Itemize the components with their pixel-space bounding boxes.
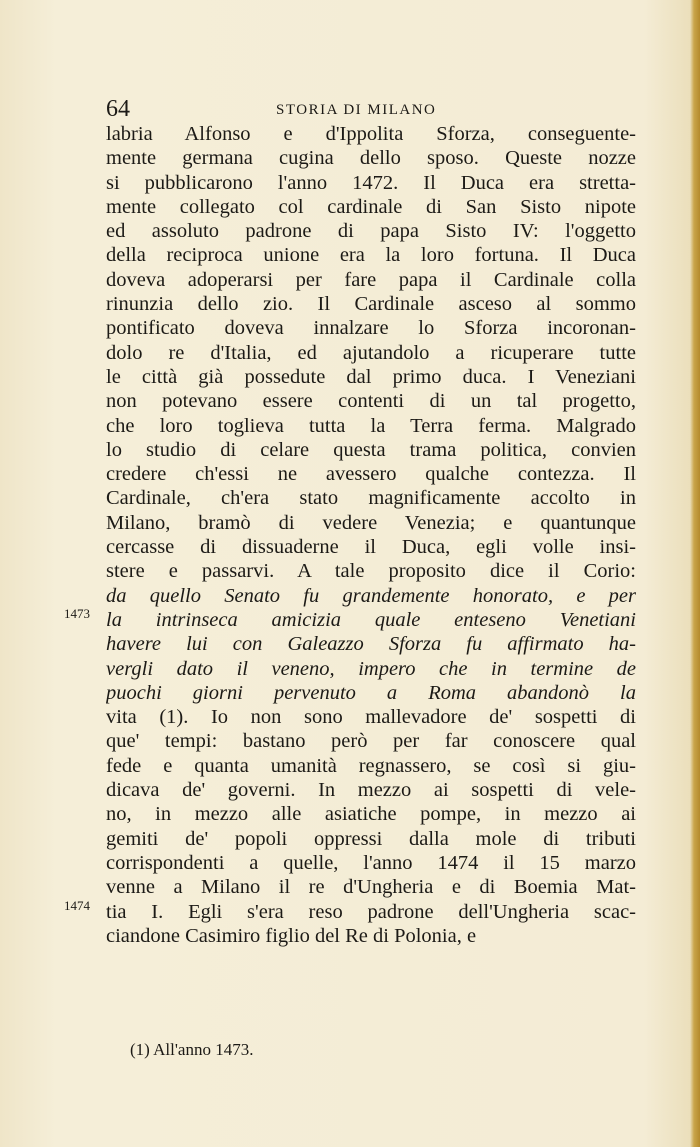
text-line: cercasse di dissuaderne il Duca, egli volle insi- <box>106 536 636 559</box>
footnote: (1) All'anno 1473. <box>130 1040 254 1059</box>
margin-year-1474: 1474 <box>64 898 90 913</box>
text-line: mente germana cugina dello sposo. Queste nozze <box>106 147 636 170</box>
corio-quote: la intrinseca amicizia quale enteseno Venetiani <box>106 608 636 631</box>
text-line: tia I. Egli s'era reso padrone dell'Ungheria scac- <box>106 900 636 923</box>
text-line: corrispondenti a quelle, l'anno 1474 il 15 marzo <box>106 851 636 874</box>
margin-year-1473: 1473 <box>64 606 90 621</box>
page-number: 64 <box>106 96 130 122</box>
text-line: vita (1). Io non sono mallevadore de' sospetti di <box>106 706 636 729</box>
corio-quote: puochi giorni pervenuto a Roma abandonò la <box>106 681 636 704</box>
text-line-italic <box>106 632 636 656</box>
text-line: fede e quanta umanità regnassero, se così si giu- <box>106 754 636 777</box>
text-line: no, in mezzo alle asiatiche pompe, in mezzo ai <box>106 803 636 826</box>
text-line: si pubblicarono l'anno 1472. Il Duca era stretta- <box>106 171 636 194</box>
text-line: credere ch'essi ne avessero qualche contezza. Il <box>106 463 636 486</box>
text-line: que' tempi: bastano però per far conoscere qual <box>106 730 636 753</box>
corio-quote: havere lui con Galeazzo Sforza fu affirmato ha- <box>106 633 636 656</box>
text-line: Milano, bramò di vedere Venezia; e quantunque <box>106 511 636 534</box>
text-line: stere e passarvi. A tale proposito dice il Corio: <box>106 560 636 583</box>
page-edge <box>690 0 700 1147</box>
running-head: STORIA DI MILANO <box>276 102 437 118</box>
text-line-italic <box>106 681 636 705</box>
text-line-italic <box>106 584 636 608</box>
body-text <box>106 122 636 948</box>
text-line: dicava de' governi. In mezzo ai sospetti di vele- <box>106 779 636 802</box>
text-line: della reciproca unione era la loro fortuna. Il Duca <box>106 244 636 267</box>
text-line: ed assoluto padrone di papa Sisto IV: l'oggetto <box>106 220 636 243</box>
text-line: ciandone Casimiro figlio del Re di Polonia, e <box>106 924 477 947</box>
corio-quote: vergli dato il veneno, impero che in termine de <box>106 657 636 680</box>
text-line: Cardinale, ch'era stato magnificamente accolto in <box>106 487 636 510</box>
text-line: rinunzia dello zio. Il Cardinale asceso al sommo <box>106 293 636 316</box>
text-line: lo studio di celare questa trama politica, convien <box>106 438 636 461</box>
text-line: doveva adoperarsi per fare papa il Cardinale colla <box>106 268 636 291</box>
text-line: labria Alfonso e d'Ippolita Sforza, conseguente- <box>106 123 636 145</box>
text-line: dolo re d'Italia, ed ajutandolo a ricuperare tutte <box>106 341 636 364</box>
text-line: pontificato doveva innalzare lo Sforza incoronan- <box>106 317 636 340</box>
corio-quote: da quello Senato fu grandemente honorato, e per <box>106 584 636 607</box>
text-line: che loro toglieva tutta la Terra ferma. Malgrado <box>106 414 636 437</box>
text-line: non potevano essere contenti di un tal progetto, <box>106 390 636 413</box>
text-line: venne a Milano il re d'Ungheria e di Boemia Mat- <box>106 876 636 899</box>
text-line-italic <box>106 657 636 681</box>
text-line: le città già possedute dal primo duca. I Veneziani <box>106 365 636 388</box>
text-line: gemiti de' popoli oppressi dalla mole di tributi <box>106 827 636 850</box>
text-line-italic <box>106 608 636 632</box>
text-line: mente collegato col cardinale di San Sisto nipote <box>106 195 636 218</box>
